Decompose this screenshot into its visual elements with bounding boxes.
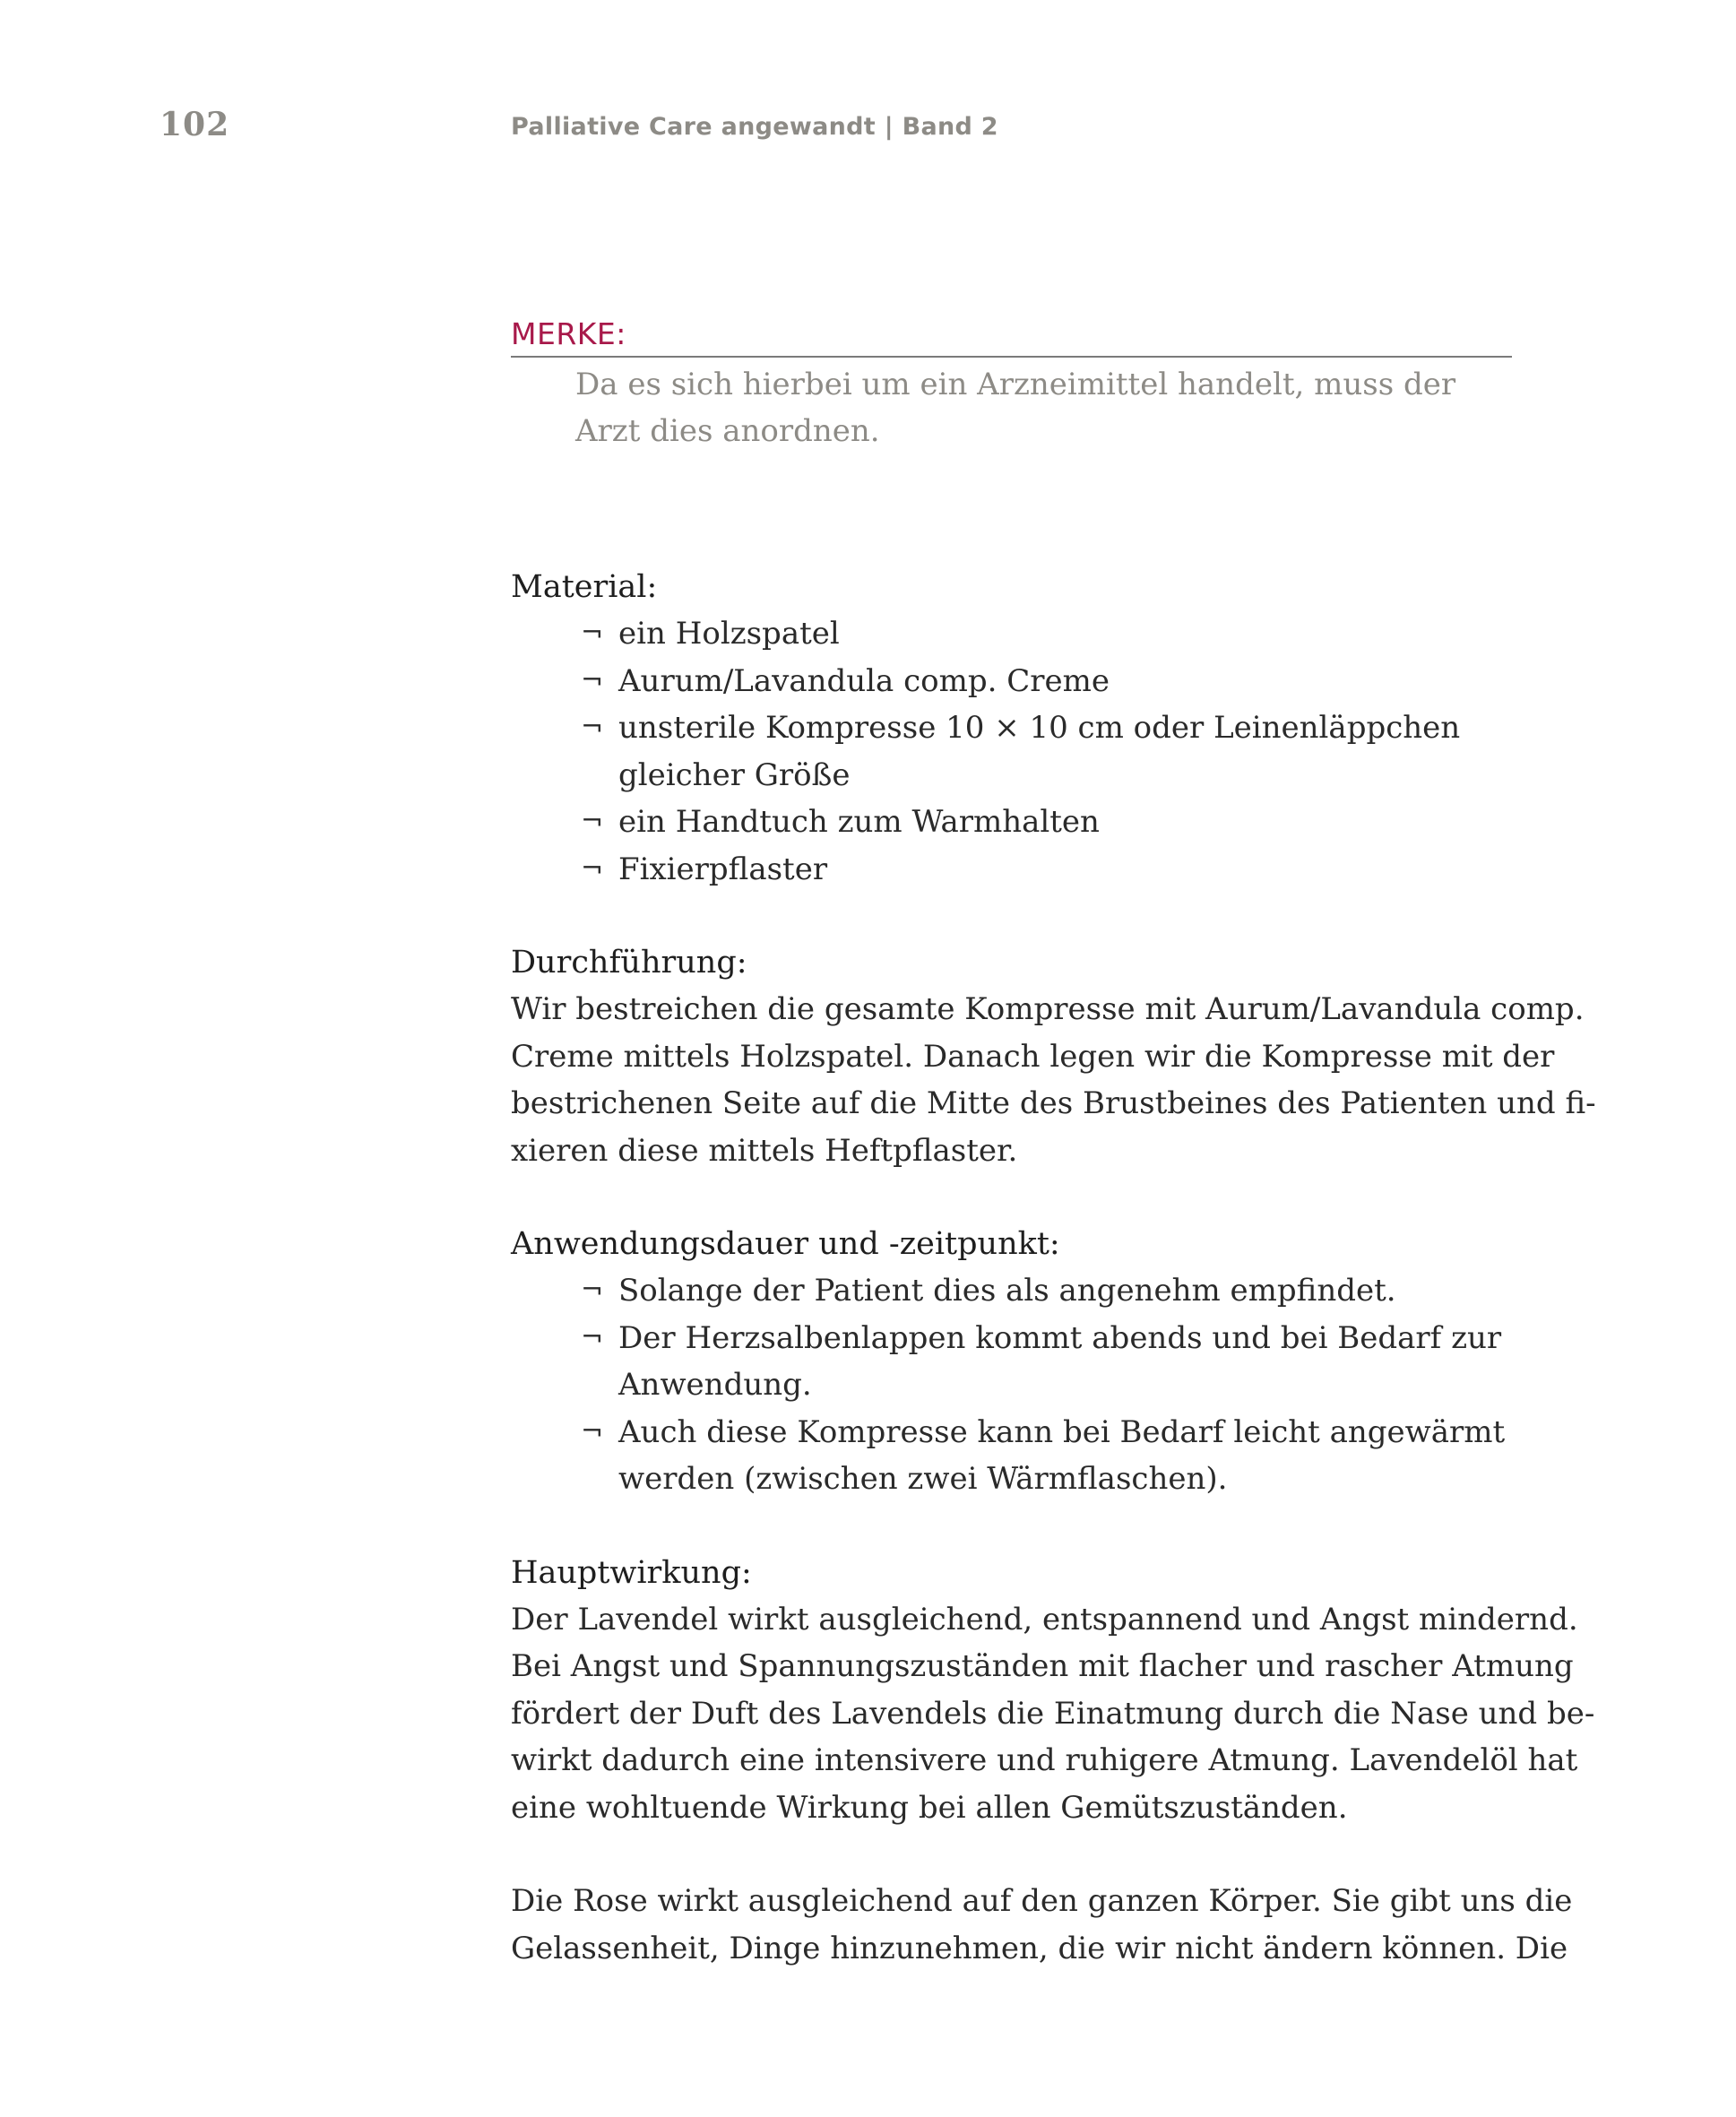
not-sign-icon: ¬ <box>581 1415 604 1447</box>
list-item-text: Auch diese Kompresse kann bei Bedarf leicht angewärmt <box>618 1413 1506 1450</box>
text-line: Gelassenheit, Dinge hinzunehmen, die wir nicht ändern können. Die <box>511 1930 1568 1966</box>
text-line: wirkt dadurch eine intensivere und ruhigere Atmung. Lavendelöl hat <box>511 1742 1578 1778</box>
text-line: xieren diese mittels Heftpflaster. <box>511 1132 1018 1169</box>
spacer <box>511 454 1515 564</box>
spacer <box>511 1174 1515 1221</box>
not-sign-icon: ¬ <box>581 712 604 743</box>
merke-box <box>511 315 1515 454</box>
text-line: eine wohltuende Wirkung bei allen Gemütszuständen. <box>511 1789 1348 1826</box>
spacer <box>511 1831 1515 1878</box>
merke-line: Da es sich hierbei um ein Arzneimittel handelt, muss der <box>575 367 1456 402</box>
not-sign-icon: ¬ <box>581 852 604 885</box>
not-sign-icon: ¬ <box>581 806 604 837</box>
list-item <box>511 1409 1515 1503</box>
list-item <box>511 610 1515 658</box>
section-durchfuehrung <box>511 939 1596 1174</box>
list-item-text: werden (zwischen zwei Wärmflaschen). <box>618 1461 1228 1497</box>
running-header: Palliative Care angewandt | Band 2 <box>511 113 998 141</box>
text-line: Der Lavendel wirkt ausgleichend, entspannend und Angst mindernd. <box>511 1601 1578 1637</box>
text-line: Bei Angst und Spannungszuständen mit flacher und rascher Atmung <box>511 1648 1574 1684</box>
list-item <box>511 799 1515 846</box>
text-line: fördert der Duft des Lavendels die Einatmung durch die Nase und be- <box>511 1695 1595 1732</box>
spacer <box>511 893 1515 939</box>
list-item-text: Anwendung. <box>618 1367 812 1403</box>
page-number: 102 <box>160 106 230 143</box>
list-item-text: unsterile Kompresse 10 × 10 cm oder Leinenläppchen <box>618 710 1461 746</box>
spacer <box>511 1503 1515 1550</box>
not-sign-icon: ¬ <box>581 664 604 696</box>
merke-divider <box>511 356 1512 358</box>
list-item <box>511 846 1515 894</box>
not-sign-icon: ¬ <box>581 618 604 649</box>
not-sign-icon: ¬ <box>581 1275 604 1306</box>
merke-label: MERKE: <box>511 316 626 351</box>
section-anwendung <box>511 1221 1515 1503</box>
list-item-text: gleicher Größe <box>618 756 851 793</box>
page-content <box>511 315 1596 1972</box>
paragraph <box>511 1596 1595 1832</box>
section-heading: Material: <box>511 569 658 605</box>
text-line: Creme mittels Holzspatel. Danach legen wir die Kompresse mit der <box>511 1038 1555 1075</box>
list-item-text: Fixierpflaster <box>618 851 828 887</box>
list-item <box>511 1267 1515 1315</box>
section-heading: Anwendungsdauer und -zeitpunkt: <box>511 1226 1060 1262</box>
text-line: Wir bestreichen die gesamte Kompresse mit Aurum/Lavandula comp. <box>511 991 1585 1027</box>
text-line: Die Rose wirkt ausgleichend auf den ganzen Körper. Sie gibt uns die <box>511 1883 1573 1919</box>
list-item-text: ein Holzspatel <box>618 616 840 652</box>
paragraph <box>511 986 1596 1174</box>
merke-text <box>575 361 1454 454</box>
section-hauptwirkung <box>511 1550 1595 1973</box>
section-heading: Hauptwirkung: <box>511 1554 752 1591</box>
merke-line: Arzt dies anordnen. <box>575 413 880 449</box>
not-sign-icon: ¬ <box>581 1321 604 1353</box>
text-line: bestrichenen Seite auf die Mitte des Brustbeines des Patienten und fi- <box>511 1085 1596 1121</box>
list-item-text: Aurum/Lavandula comp. Creme <box>618 662 1110 699</box>
section-heading: Durchführung: <box>511 945 747 981</box>
section-material <box>511 564 1515 893</box>
list-item-text: Solange der Patient dies als angenehm empfindet. <box>618 1273 1396 1309</box>
material-list <box>511 610 1515 893</box>
paragraph <box>511 1878 1573 1972</box>
list-item <box>511 1315 1515 1409</box>
list-item-text: Der Herzsalbenlappen kommt abends und bei Bedarf zur <box>618 1319 1502 1356</box>
list-item <box>511 658 1515 705</box>
list-item-text: ein Handtuch zum Warmhalten <box>618 804 1100 840</box>
list-item <box>511 704 1515 799</box>
anwendung-list <box>511 1267 1515 1503</box>
